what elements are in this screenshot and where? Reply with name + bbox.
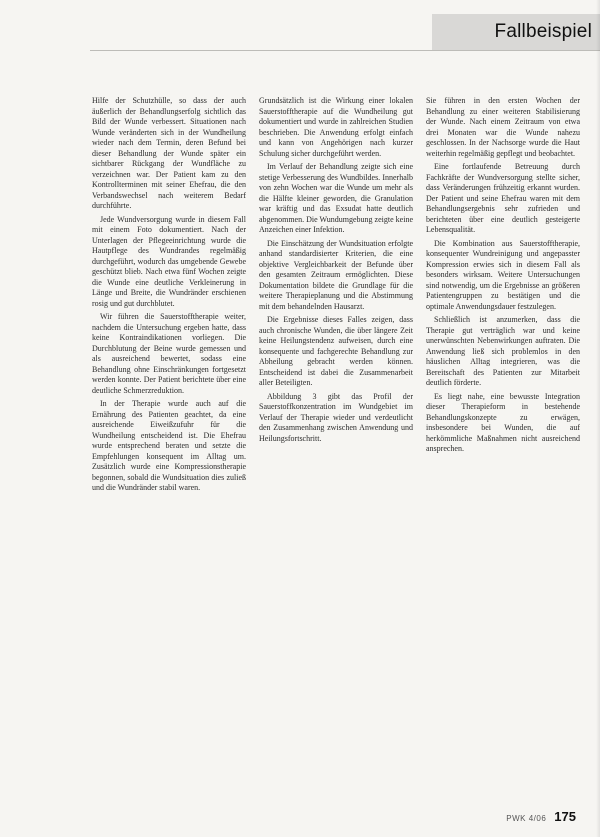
text-column-3 [426,96,580,786]
page-edge-shadow [596,0,600,837]
paragraph: Es liegt nahe, eine bewusste Integration dieser Therapieform in bestehende Behandlungskonzepte zu erwägen, insbesondere bei Wunden, die auf herkömmliche Maßnahmen nicht ausreichend ansprechen. [426,391,580,453]
magazine-issue: PWK 4/06 [506,814,547,823]
paragraph: Eine fortlaufende Betreuung durch Fachkräfte der Wundversorgung stellte sicher, dass Veränderungen frühzeitig erkannt wurden. Der Patient und seine Ehefrau waren mit dem Behandlungsergebnis sehr zufrieden und berichteten über eine deutlich gesteigerte Lebensqualität. [426,162,580,234]
paragraph: Die Ergebnisse dieses Falles zeigen, dass auch chronische Wunden, die über längere Zeit keine Heilungstendenz aufweisen, durch eine konsequente und fachgerechte Behandlung zur Abheilung gebracht werden können. Entscheidend ist dabei die Zusammenarbeit aller Beteiligten. [259,315,413,387]
section-banner [432,14,600,50]
paragraph: Wir führen die Sauerstofftherapie weiter, nachdem die Untersuchung ergeben hatte, dass keine Kontraindikationen vorliegen. Die Durchblutung der Beine wurde gemessen und als ausreichend bewertet, sodass eine Behandlung ohne Einschränkungen fortgesetzt werden konnte. Der Patient berichtete über eine deutliche Schmerzreduktion. [92,312,246,395]
paragraph: Im Verlauf der Behandlung zeigte sich eine stetige Verbesserung des Wundbildes. Innerhalb von zehn Wochen war die Wunde um mehr als die Hälfte kleiner geworden, die Granulation war kräftig und das Exsudat hatte deutlich abgenommen. Die Wundumgebung zeigte keine Anzeichen einer Infektion. [259,162,413,234]
paragraph: Die Kombination aus Sauerstofftherapie, konsequenter Wundreinigung und angepasster Kompression erwies sich in diesem Fall als besonders wirksam. Weitere Untersuchungen sind notwendig, um die Ergebnisse an größeren Patientengruppen zu bestätigen und die optimale Anwendungsdauer festzulegen. [426,238,580,311]
section-label: Fallbeispiel [494,21,592,42]
header-rule [90,50,600,51]
paragraph: In der Therapie wurde auch auf die Ernährung des Patienten geachtet, da eine ausreichende Eiweißzufuhr für die Wundheilung entscheidend ist. Die Ehefrau wurde entsprechend beraten und setzte die Empfehlungen konsequent im Alltag um. Zusätzlich wurde eine Kompressionstherapie begonnen, sobald die Wundsituation dies zuließ und die Wundränder stabil waren. [92,399,246,492]
paragraph: Die Einschätzung der Wundsituation erfolgte anhand standardisierter Kriterien, die eine objektive Vergleichbarkeit der Befunde über den gesamten Zeitraum ermöglichten. Diese Dokumentation bildete die Grundlage für die weitere Therapieplanung und die Abstimmung mit dem behandelnden Hausarzt. [259,238,413,311]
text-column-1 [92,96,246,786]
paragraph: Schließlich ist anzumerken, dass die Therapie gut verträglich war und keine unerwünschten Nebenwirkungen auftraten. Die Anwendung ließ sich problemlos in den häuslichen Alltag integrieren, was die Bereitschaft des Patienten zur Mitarbeit deutlich förderte. [426,315,580,387]
paragraph: Abbildung 3 gibt das Profil der Sauerstoffkonzentration im Wundgebiet im Verlauf der Therapie wieder und verdeutlicht den Zusammenhang zwischen Anwendung und Heilungsfortschritt. [259,391,413,443]
paragraph: Grundsätzlich ist die Wirkung einer lokalen Sauerstofftherapie auf die Wundheilung gut dokumentiert und wurde in zahlreichen Studien beschrieben. Die Anwendung erfolgt einfach und kann von Angehörigen nach kurzer Schulung sicher durchgeführt werden. [259,96,413,158]
paragraph: Hilfe der Schutzhülle, so dass der auch äußerlich der Behandlungserfolg sichtlich das Bild der Wunde verbessert. Situationen nach Wunde veränderten sich in der Wundheilung wieder nach dem Termin, deren Befund bei dieser Behandlung der Wunde später ein sichtbarer Rückgang der Wundfläche zu verzeichnen war. Der Patient kam zu den Kontrollterminen mit seiner Ehefrau, die den Verbandswechsel nach weiterem Bedarf durchführte. [92,96,246,210]
page-footer [506,809,576,824]
text-column-2 [259,96,413,786]
page-number: 175 [554,809,576,824]
paragraph: Sie führen in den ersten Wochen der Behandlung zu einer weiteren Stabilisierung der Wunde. Nach einem Zeitraum von etwa drei Monaten war die Wunde nahezu geschlossen. In der Nachsorge wurde die Haut weiterhin regelmäßig gepflegt und beobachtet. [426,96,580,158]
paragraph: Jede Wundversorgung wurde in diesem Fall mit einem Foto dokumentiert. Nach der Unterlagen der Pflegeeinrichtung wurde die Hautpflege des Wundrandes regelmäßig durchgeführt, wodurch das umgebende Gewebe geschützt blieb. Nach etwa fünf Wochen zeigte die Wunde eine deutliche Verkleinerung in Länge und Breite, die Wundränder erschienen rosig und gut durchblutet. [92,214,246,308]
